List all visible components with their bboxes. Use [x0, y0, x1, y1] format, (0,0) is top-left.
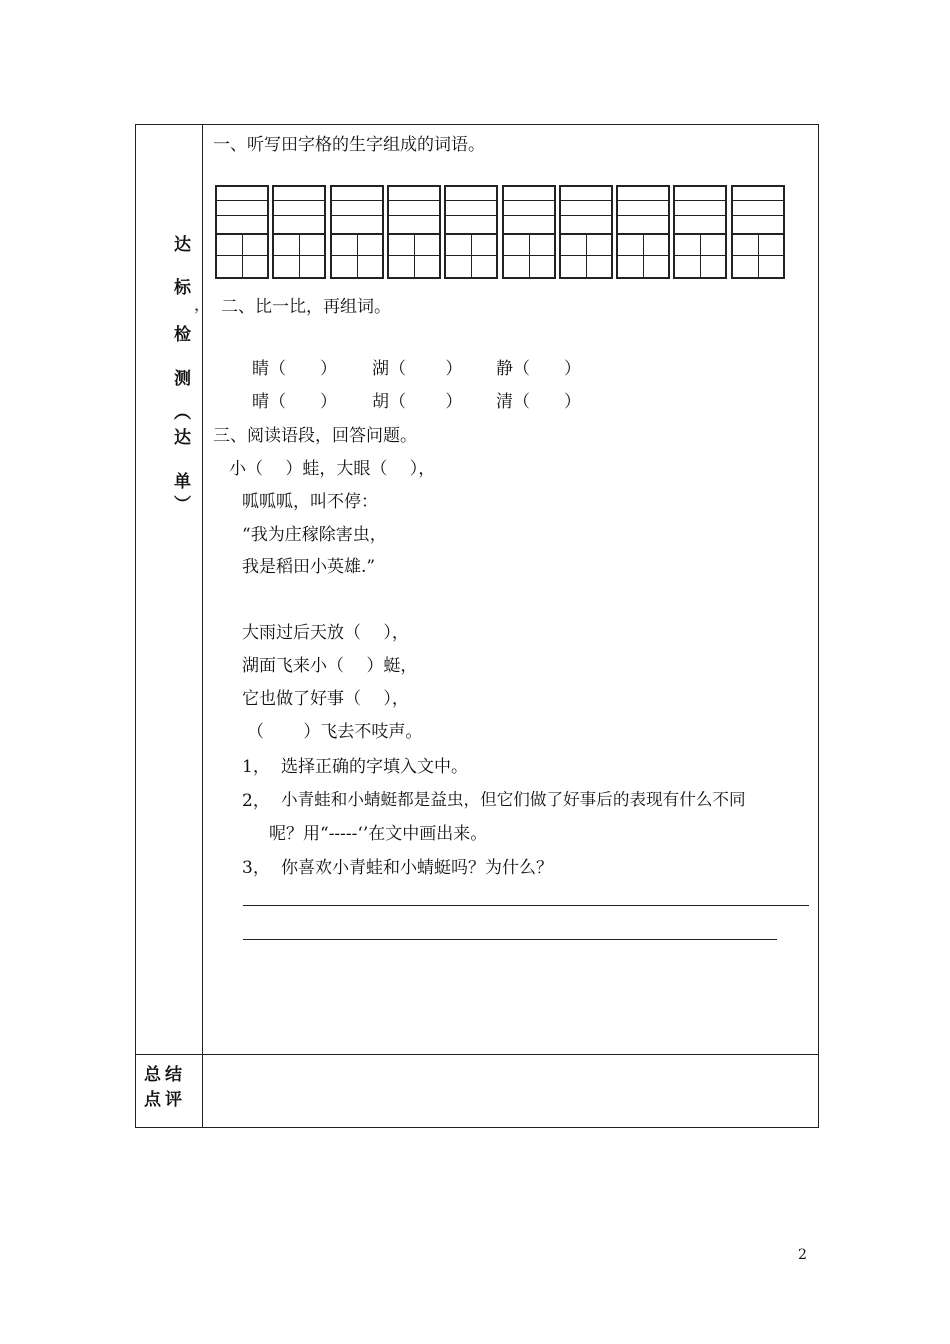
tianzige-cell[interactable]: [731, 185, 785, 279]
tianzige-cell[interactable]: [444, 185, 498, 279]
poem-line: 它也做了好事（ ），: [242, 689, 409, 709]
page-number: 2: [798, 1247, 807, 1263]
tian-grid: [504, 233, 554, 277]
tian-grid: [217, 233, 267, 277]
section2-title: 二、比一比，再组词。: [221, 297, 391, 317]
side-label-char: 标: [174, 278, 191, 298]
tian-grid: [274, 233, 324, 277]
tian-grid: [618, 233, 668, 277]
side-label-char: 单: [174, 472, 191, 492]
question-text: 选择正确的字填入文中。: [281, 757, 468, 777]
question-number: 1，: [242, 757, 270, 777]
summary-label-line1: 总结: [144, 1065, 186, 1085]
compare-item: 胡（ ）: [372, 392, 463, 412]
poem-line: 湖面飞来小（ ）蜓，: [242, 656, 418, 676]
side-label-char: 达: [174, 428, 191, 448]
tianzige-cell[interactable]: [559, 185, 613, 279]
question-number: 2，: [242, 791, 270, 811]
side-label-char: ︶: [174, 495, 191, 515]
poem-line: 小（ ）蛙，大眼（ ），: [229, 459, 436, 479]
pinyin-lines: [217, 187, 267, 235]
tianzige-cell[interactable]: [616, 185, 670, 279]
tianzige-cell[interactable]: [673, 185, 727, 279]
section1-title: 一、听写田字格的生字组成的词语。: [213, 135, 485, 155]
question-text-continued: 呢？用“-----‘’在文中画出来。: [269, 824, 488, 844]
tianzige-cell[interactable]: [330, 185, 384, 279]
pinyin-lines: [332, 187, 382, 235]
tian-grid: [332, 233, 382, 277]
poem-line: 大雨过后天放（ ），: [242, 623, 409, 643]
tian-grid: [675, 233, 725, 277]
compare-item: 静（ ）: [496, 359, 581, 379]
question-text: 你喜欢小青蛙和小蜻蜓吗？为什么？: [281, 858, 553, 878]
poem-line: 呱呱呱，叫不停：: [242, 492, 378, 512]
poem-line: 我是稻田小英雄.”: [242, 557, 376, 577]
tianzige-cell[interactable]: [502, 185, 556, 279]
compare-item: 清（ ）: [496, 392, 581, 412]
pinyin-lines: [504, 187, 554, 235]
tianzige-cell[interactable]: [215, 185, 269, 279]
pinyin-lines: [446, 187, 496, 235]
pinyin-lines: [274, 187, 324, 235]
side-label-comma: ，: [194, 295, 211, 314]
compare-item: 睛（ ）: [252, 359, 337, 379]
side-label-char: ︵: [174, 403, 191, 423]
side-label-char: 检: [174, 325, 191, 345]
answer-line[interactable]: [243, 939, 777, 940]
tian-grid: [446, 233, 496, 277]
pinyin-lines: [561, 187, 611, 235]
tianzige-cell[interactable]: [387, 185, 441, 279]
section3-title: 三、阅读语段，回答问题。: [213, 426, 417, 446]
question-text: 小青蛙和小蜻蜓都是益虫，但它们做了好事后的表现有什么不同: [281, 790, 746, 809]
tian-grid: [561, 233, 611, 277]
answer-line[interactable]: [243, 905, 809, 906]
pinyin-lines: [618, 187, 668, 235]
tian-grid: [733, 233, 783, 277]
tian-grid: [389, 233, 439, 277]
pinyin-lines: [733, 187, 783, 235]
side-label-char: 测: [174, 369, 191, 389]
pinyin-lines: [675, 187, 725, 235]
compare-item: 湖（ ）: [372, 359, 463, 379]
summary-label-line2: 点评: [144, 1090, 186, 1110]
row-divider: [135, 1054, 819, 1055]
poem-line: （ ）飞去不吱声。: [247, 722, 423, 742]
question-number: 3，: [242, 858, 270, 878]
side-label-char: 达: [174, 235, 191, 255]
column-divider: [202, 124, 203, 1128]
pinyin-lines: [389, 187, 439, 235]
poem-line: “我为庄稼除害虫，: [242, 525, 387, 545]
tianzige-cell[interactable]: [272, 185, 326, 279]
compare-item: 晴（ ）: [252, 392, 337, 412]
